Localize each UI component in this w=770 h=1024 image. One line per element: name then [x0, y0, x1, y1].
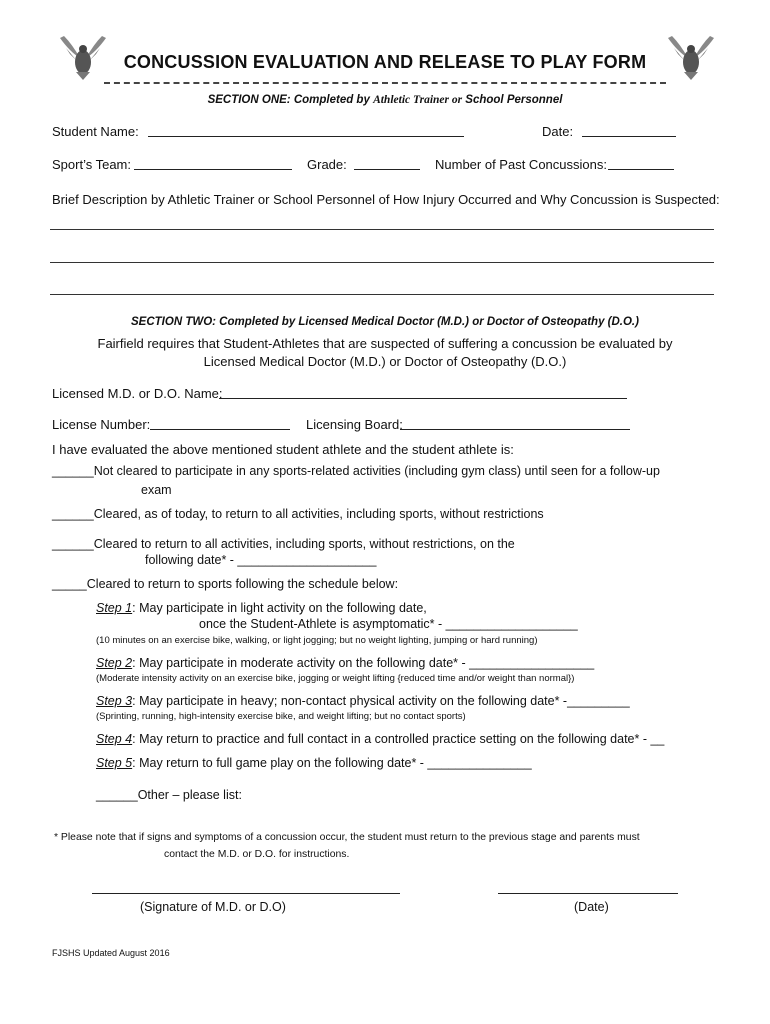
- md-name-label: Licensed M.D. or D.O. Name:: [52, 386, 223, 401]
- description-line-1[interactable]: [50, 229, 714, 230]
- step-1-date-field[interactable]: once the Student-Athlete is asymptomatic* - ___________________: [199, 617, 578, 631]
- md-name-field[interactable]: [219, 386, 627, 399]
- step-3-note: (Sprinting, running, high-intensity exercise bike, and weight lifting; but no contact sports): [96, 711, 466, 722]
- step-2[interactable]: Step 2: May participate in moderate activity on the following date* - __________________: [96, 656, 595, 670]
- step-1: Step 1: May participate in light activity on the following date,: [96, 601, 427, 615]
- option-not-cleared-cont: exam: [141, 483, 172, 497]
- date-field[interactable]: [582, 124, 676, 137]
- step-3[interactable]: Step 3: May participate in heavy; non-contact physical activity on the following date* -_________: [96, 694, 630, 708]
- license-number-field[interactable]: [150, 417, 290, 430]
- date-label: Date:: [542, 124, 574, 139]
- form-title: CONCUSSION EVALUATION AND RELEASE TO PLAY FORM: [123, 52, 647, 72]
- option-not-cleared[interactable]: ______Not cleared to participate in any sports-related activities (including gym class) until seen for a follow-up: [52, 464, 660, 478]
- option-schedule[interactable]: _____Cleared to return to sports following the schedule below:: [52, 577, 399, 591]
- section-two-heading: SECTION TWO: Completed by Licensed Medical Doctor (M.D.) or Doctor of Osteopathy (D.O.): [131, 316, 639, 328]
- title-divider: [104, 82, 666, 84]
- option-cleared-date-field[interactable]: following date* - ____________________: [145, 553, 377, 567]
- section-one-heading: SECTION ONE: Completed by Athletic Trainer or School Personnel: [207, 94, 563, 106]
- step-5[interactable]: Step 5: May return to full game play on the following date* - _______________: [96, 756, 532, 770]
- evaluated-statement: I have evaluated the above mentioned student athlete and the student athlete is:: [52, 442, 514, 457]
- description-line-2[interactable]: [50, 262, 714, 263]
- grade-field[interactable]: [354, 157, 420, 170]
- signature-date-label: (Date): [574, 900, 609, 914]
- description-label: Brief Description by Athletic Trainer or School Personnel of How Injury Occurred and Why Concussion is Suspected:: [52, 192, 720, 207]
- option-cleared-date[interactable]: ______Cleared to return to all activities, including sports, without restrictions, on the: [52, 537, 515, 551]
- intro-line-2: Licensed Medical Doctor (M.D.) or Doctor of Osteopathy (D.O.): [203, 354, 567, 369]
- licensing-board-label: Licensing Board:: [306, 417, 403, 432]
- signature-date-line[interactable]: [498, 893, 678, 894]
- footer-text: FJSHS Updated August 2016: [52, 948, 170, 958]
- footnote-line-1: * Please note that if signs and symptoms of a concussion occur, the student must return to the previous stage and parents must: [54, 832, 640, 843]
- option-other[interactable]: ______Other – please list:: [96, 788, 242, 802]
- student-name-label: Student Name:: [52, 124, 139, 139]
- step-4[interactable]: Step 4: May return to practice and full contact in a controlled practice setting on the following date* - __: [96, 732, 665, 746]
- sports-team-label: Sport’s Team:: [52, 157, 132, 172]
- step-2-note: (Moderate intensity activity on an exercise bike, jogging or weight lifting {reduced time and/or weight than normal}): [96, 673, 575, 684]
- intro-line-1: Fairfield requires that Student-Athletes that are suspected of suffering a concussion be evaluated by: [97, 336, 673, 351]
- signature-label: (Signature of M.D. or D.O): [140, 900, 286, 914]
- past-concussions-label: Number of Past Concussions:: [435, 157, 607, 172]
- license-number-label: License Number:: [52, 417, 151, 432]
- grade-label: Grade:: [307, 157, 347, 172]
- signature-line[interactable]: [92, 893, 400, 894]
- step-1-note: (10 minutes on an exercise bike, walking, or light jogging; but no weight lighting, jumping or hard running): [96, 635, 538, 646]
- footnote-line-2: contact the M.D. or D.O. for instructions.: [164, 849, 350, 860]
- past-concussions-field[interactable]: [608, 157, 674, 170]
- licensing-board-field[interactable]: [400, 417, 630, 430]
- description-line-3[interactable]: [50, 294, 714, 295]
- student-name-field[interactable]: [148, 124, 464, 137]
- option-cleared-today[interactable]: ______Cleared, as of today, to return to all activities, including sports, without restrictions: [52, 507, 544, 521]
- sports-team-field[interactable]: [134, 157, 292, 170]
